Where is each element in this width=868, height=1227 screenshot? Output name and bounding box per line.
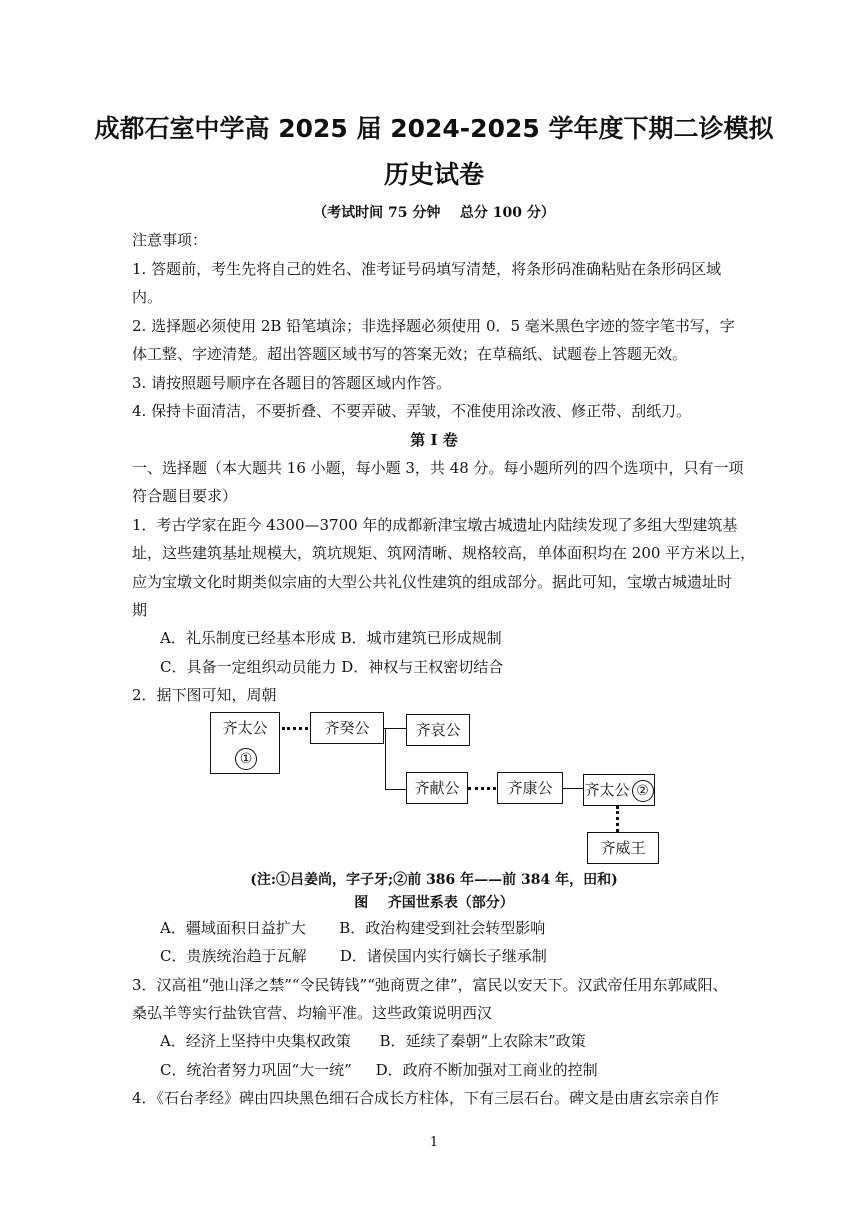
question-2-stem: 2．据下图可知，周朝	[132, 686, 277, 704]
question-1-text: 应为宝墩文化时期类似宗庙的大型公共礼仪性建筑的组成部分。据此可知，宝墩古城遗址时	[132, 573, 733, 591]
diagram-note: (注:①吕姜尚，字子牙;②前 386 年——前 384 年，田和)	[250, 872, 618, 888]
connector-line	[385, 728, 386, 789]
dotted-connector	[616, 806, 619, 832]
section-title: 第 Ⅰ 卷	[410, 431, 458, 449]
node-qi-kanggong: 齐康公	[497, 772, 563, 804]
node-qi-xiangong: 齐献公	[406, 772, 468, 804]
notice-item: 4. 保持卡面清洁，不要折叠、不要弄破、弄皱，不准使用涂改液、修正带、刮纸刀。	[132, 402, 692, 420]
exam-duration-score: （考试时间 75 分钟 总分 100 分）	[313, 205, 555, 221]
section-instructions: 一、选择题（本大题共 16 小题，每小题 3，共 48 分。每小题所列的四个选项中，只有一项	[132, 459, 744, 477]
question-2-options: C．贵族统治趋于瓦解 D．诸侯国内实行嫡长子继承制	[160, 947, 547, 965]
question-1-text: 址，这些建筑基址规模大，筑坑规矩、筑网清晰、规格较高，单体面积均在 200 平方米以上，	[132, 544, 756, 562]
node-qi-aigong: 齐哀公	[406, 714, 470, 746]
question-4-text: 4．《石台孝经》碑由四块黑色细石合成长方柱体，下有三层石台。碑文是由唐玄宗亲自作	[132, 1089, 720, 1107]
node-qi-guigong: 齐癸公	[310, 712, 384, 744]
question-1-options: C．具备一定组织动员能力 D．神权与王权密切结合	[160, 658, 504, 676]
dotted-connector	[468, 787, 496, 790]
question-3-options: C．统治者努力巩固“大一统” D．政府不断加强对工商业的控制	[160, 1061, 598, 1079]
notice-item: 内。	[132, 288, 163, 306]
question-3-text: 3．汉高祖“弛山泽之禁”“令民铸钱”“弛商贾之律”，富民以安天下。汉武帝任用东郭咸阳、	[132, 976, 728, 994]
question-3-options: A．经济上坚持中央集权政策 B．延续了秦朝“上农除末”政策	[160, 1032, 586, 1050]
page-number: 1	[429, 1135, 439, 1150]
connector-line	[563, 788, 583, 789]
diagram-caption: 图 齐国世系表（部分）	[354, 895, 514, 911]
notice-item: 2. 选择题必须使用 2B 铅笔填涂；非选择题必须使用 0．5 毫米黑色字迹的签字笔书写，字	[132, 317, 735, 335]
question-1-options: A．礼乐制度已经基本形成 B．城市建筑已形成规制	[160, 629, 502, 647]
notice-heading: 注意事项：	[132, 231, 208, 249]
connector-line	[385, 789, 406, 790]
node-qi-weiwang: 齐威王	[587, 832, 659, 864]
question-2-options: A．疆域面积日益扩大 B．政治构建受到社会转型影响	[160, 919, 546, 937]
question-1-text: 1．考古学家在距今 4300—3700 年的成都新津宝墩古城遗址内陆续发现了多组大型建筑基	[132, 516, 738, 534]
section-instructions: 符合题目要求）	[132, 487, 238, 505]
connector-line	[384, 728, 406, 729]
question-3-text: 桑弘羊等实行盐铁官营、均输平准。这些政策说明西汉	[132, 1004, 493, 1022]
notice-item: 1. 答题前，考生先将自己的姓名、准考证号码填写清楚，将条形码准确粘贴在条形码区域	[132, 260, 722, 278]
dotted-connector	[282, 727, 308, 730]
notice-item: 3. 请按照题号顺序在各题目的答题区域内作答。	[132, 374, 452, 392]
notice-item: 体工整、字迹清楚。超出答题区域书写的答案无效；在草稿纸、试题卷上答题无效。	[132, 345, 688, 363]
node-qi-taigong-1: 齐太公①	[210, 712, 280, 774]
node-qi-taigong-2: 齐太公 ②	[583, 774, 655, 806]
exam-title: 成都石室中学高 2025 届 2024-2025 学年度下期二诊模拟	[94, 114, 774, 143]
question-1-text: 期	[132, 601, 148, 619]
genealogy-diagram	[210, 706, 660, 876]
exam-subject-title: 历史试卷	[383, 160, 484, 189]
